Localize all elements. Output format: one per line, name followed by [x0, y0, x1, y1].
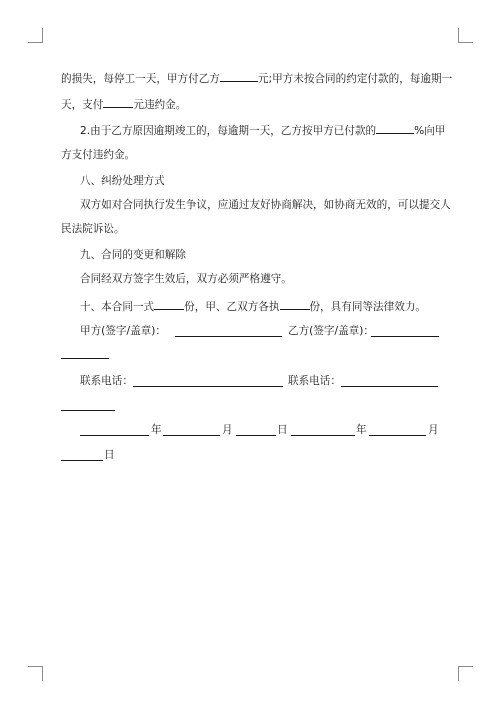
text-line: [61, 70, 453, 86]
date-blank-year: [291, 435, 355, 436]
text-line: [80, 122, 460, 138]
text-span: 元;甲方未按合同的约定付款的，每逾期一: [257, 73, 453, 85]
text-span: 天，支付: [61, 99, 104, 111]
text-line: 双方如对合同执行发生争议，应通过友好协商解决，如协商无效的，可以提交人: [80, 199, 451, 211]
date-label: 日: [277, 424, 288, 436]
crop-mark-bottom-left: [28, 666, 43, 681]
text-line: 方支付违约金。: [61, 149, 136, 161]
contact-blank-party-a: [133, 386, 283, 387]
date-blank-month: [163, 435, 220, 436]
date-blank-day: [61, 460, 103, 461]
text-line: 联系电话：: [288, 375, 341, 387]
text-span: 十、本合同一式: [80, 301, 155, 313]
date-blank-year: [80, 435, 149, 436]
text-span: 联系电话：: [80, 375, 133, 387]
text-span: 元违约金。: [133, 99, 187, 111]
blank-field: [220, 70, 258, 82]
blank-field: [280, 298, 310, 310]
text-line: 民法院诉讼。: [61, 223, 125, 235]
date-label: 年: [356, 424, 367, 436]
blank-field: [376, 122, 414, 134]
date-label: 日: [104, 449, 115, 461]
text-line: [61, 96, 441, 112]
crop-mark-bottom-right: [458, 666, 473, 681]
text-span: 甲方(签字/盖章)：: [80, 325, 166, 337]
signature-blank-party-a: [175, 336, 282, 337]
date-label: 年: [151, 424, 162, 436]
text-span: 份，具有同等法律效力。: [309, 301, 427, 313]
signature-blank-continued: [61, 358, 109, 359]
blank-field: [103, 96, 133, 108]
text-line: 合同经双方签字生效后，双方必须严格遵守。: [80, 273, 292, 285]
date-label: 月: [222, 424, 233, 436]
text-span: 的损失，每停工一天，甲方付乙方: [61, 73, 220, 85]
section-heading: 九、合同的变更和解除: [80, 249, 186, 261]
text-span: 份，甲、乙双方各执: [184, 301, 280, 313]
section-heading: 八、纠纷处理方式: [80, 175, 165, 187]
date-blank-day: [236, 435, 276, 436]
text-line: [80, 298, 460, 314]
contact-blank-continued: [61, 410, 115, 411]
text-span: 2.由于乙方原因逾期竣工的，每逾期一天，乙方按甲方已付款的: [80, 125, 377, 137]
text-span: %向甲: [414, 125, 446, 137]
signature-blank-party-b: [371, 336, 439, 337]
contact-blank-party-b: [341, 386, 438, 387]
date-label: 月: [428, 424, 439, 436]
crop-mark-top-right: [458, 28, 473, 43]
text-line: 乙方(签字/盖章)：: [288, 325, 374, 337]
blank-field: [154, 298, 184, 310]
crop-mark-top-left: [28, 28, 43, 43]
date-blank-month: [369, 435, 426, 436]
